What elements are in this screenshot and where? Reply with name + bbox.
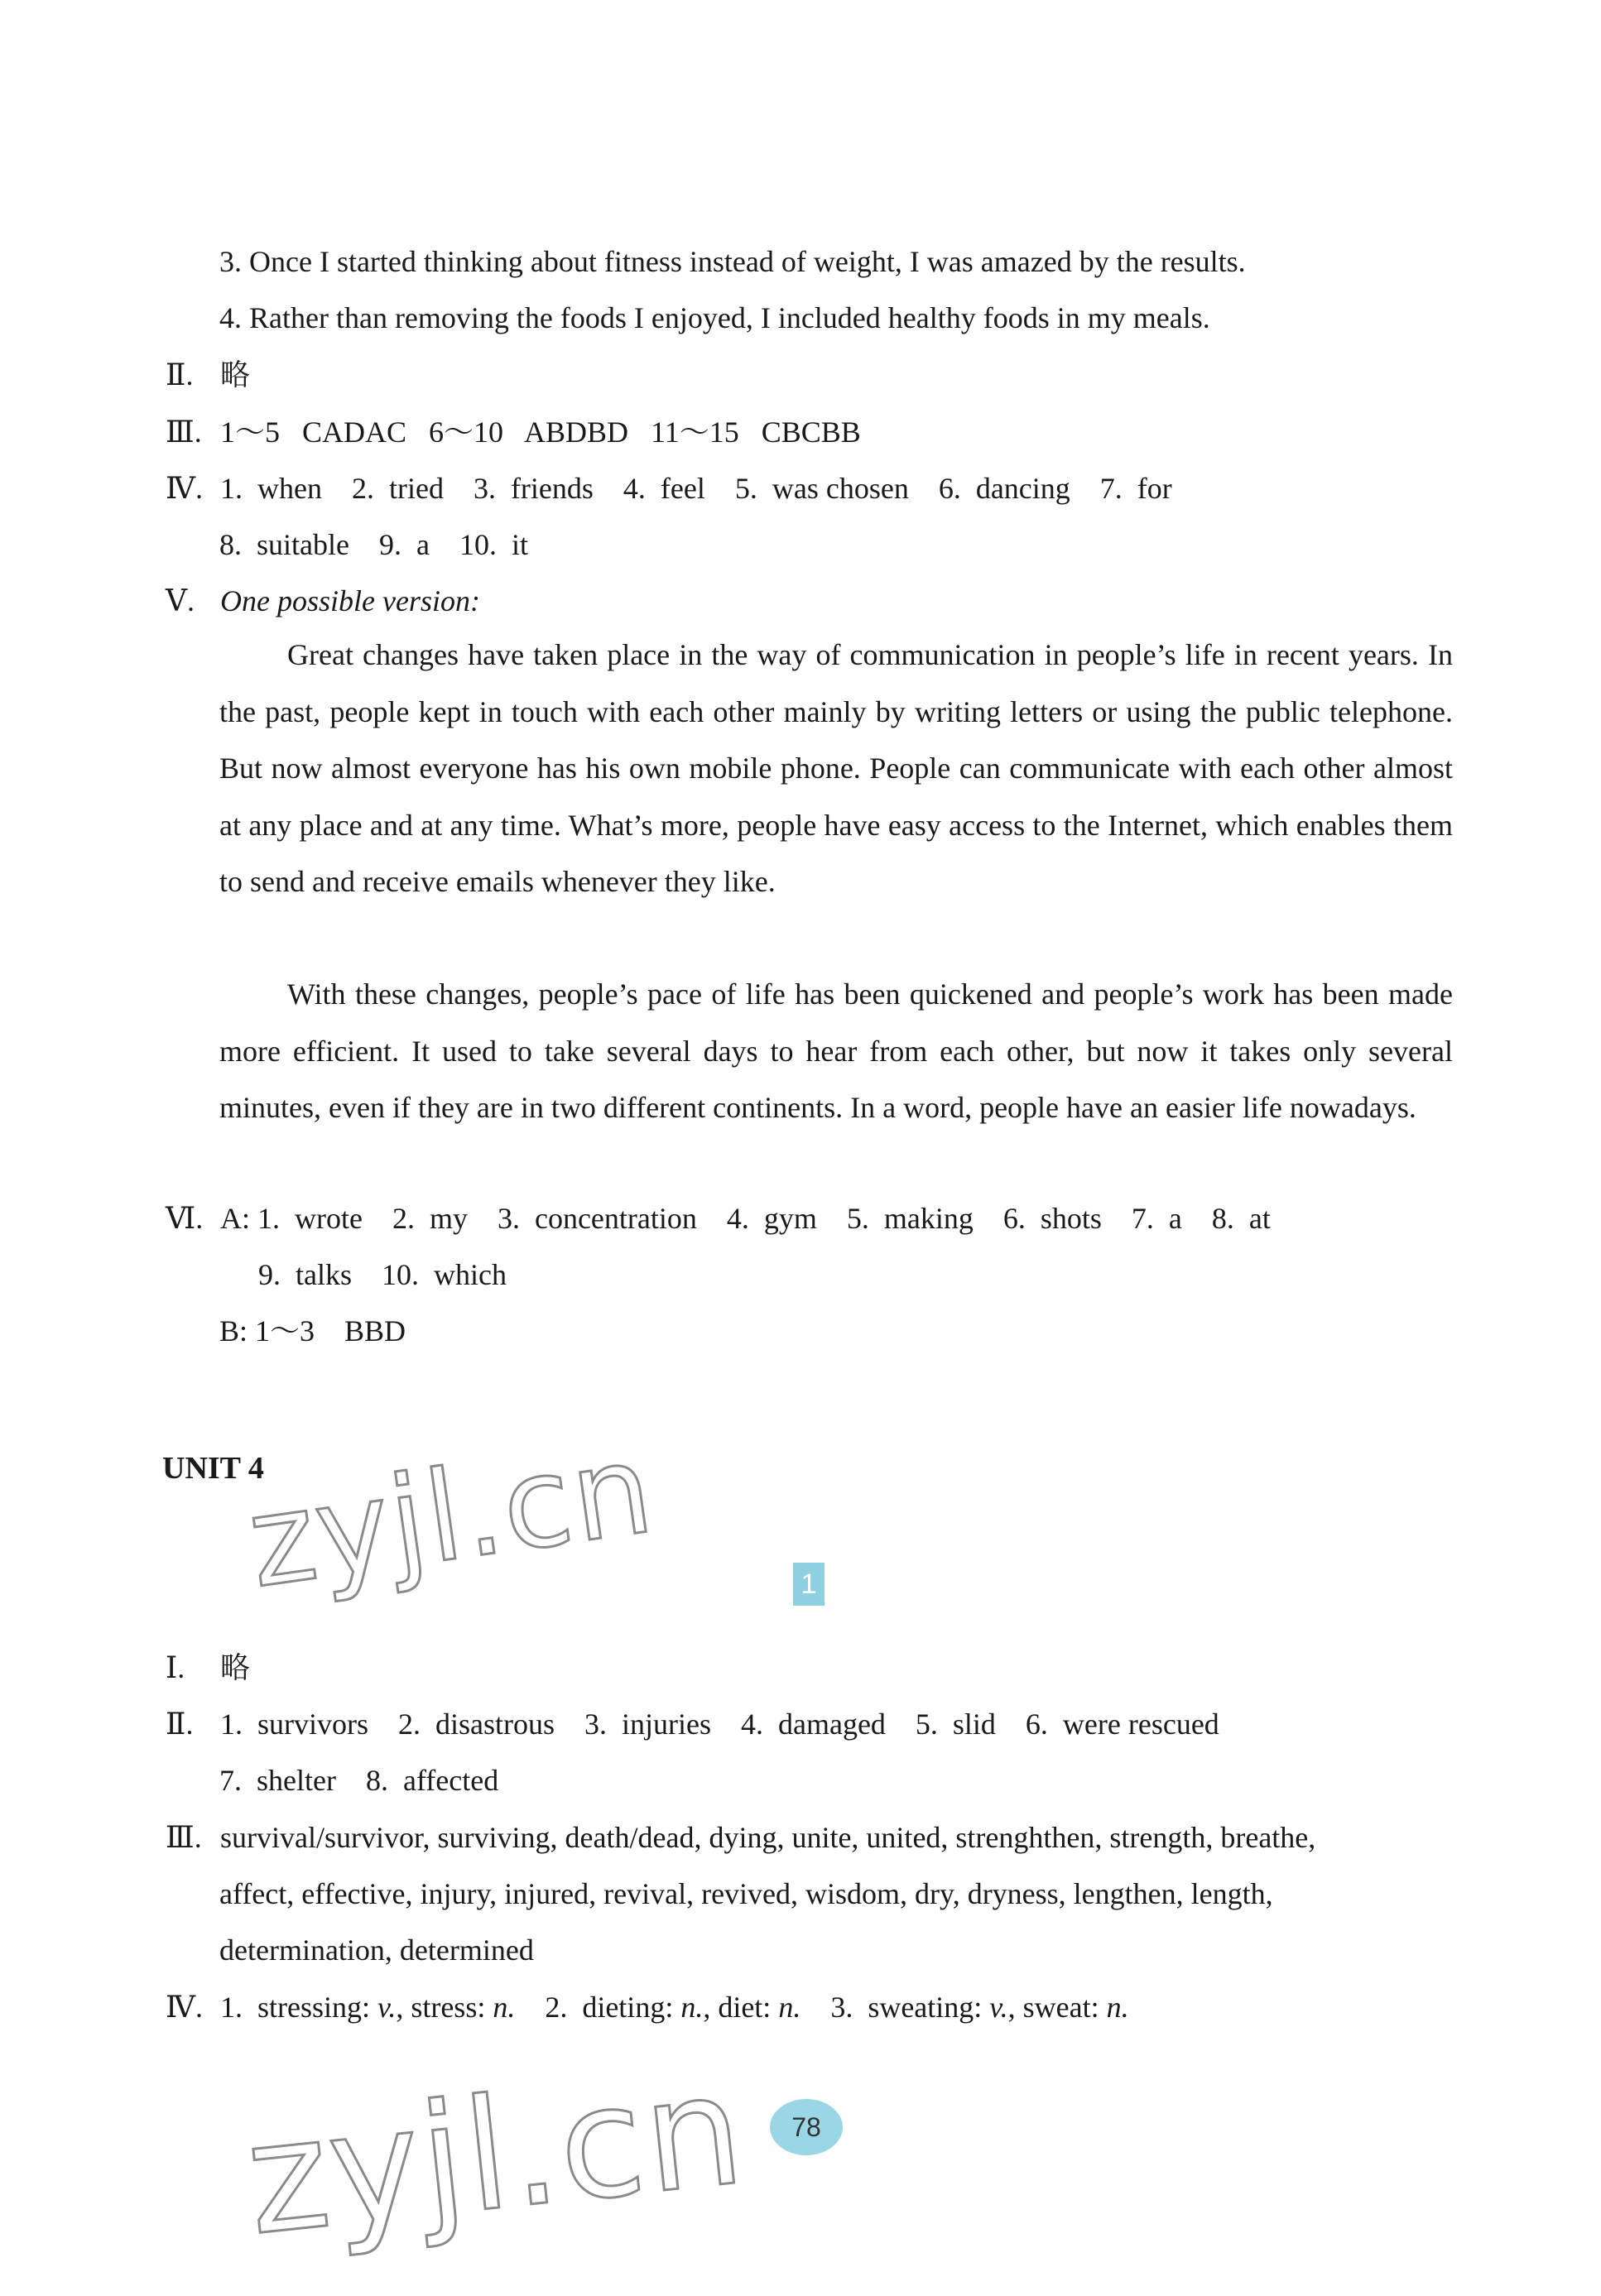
part-of-speech: v.: [989, 1991, 1008, 2024]
section-text: 1～5 CADAC 6～10 ABDBD 11～15 CBCBB: [220, 415, 861, 449]
section-number: Ⅱ.: [166, 1708, 194, 1741]
answer-text: , sweat:: [1007, 1991, 1107, 2024]
part-of-speech: n.: [493, 1991, 516, 2024]
unit4-section-iii: [166, 1819, 1315, 1856]
section-number: Ⅰ.: [166, 1651, 185, 1684]
section-text: A: 1. wrote 2. my 3. concentration 4. gym 5. making 6. shots 7. a 8. at: [220, 1202, 1271, 1235]
unit4-section-iv: [166, 1989, 1129, 2025]
part-of-speech: v.: [377, 1991, 397, 2024]
answer-line: affect, effective, injury, injured, revival, revived, wisdom, dry, dryness, lengthen, length,: [219, 1877, 1273, 1910]
answer-line: 3. Once I started thinking about fitness instead of weight, I was amazed by the results.: [219, 245, 1246, 278]
essay-paragraph-2: With these changes, people’s pace of life has been quickened and people’s work has been made more efficient. It used to take several days to hear from each other, but now it takes only several minutes, even if they are in two different continents. In a word, people have an easier life nowadays.: [219, 977, 1453, 1124]
answer-line: 8. suitable 9. a 10. it: [219, 528, 528, 561]
answer-line: B: 1～3 BBD: [219, 1314, 406, 1347]
answer-text: , stress:: [396, 1991, 493, 2024]
page-number: 78: [770, 2099, 843, 2155]
part-of-speech: n.: [778, 1991, 801, 2024]
unit4-section-i: [166, 1650, 250, 1686]
section-number: Ⅳ.: [166, 1991, 203, 2024]
version-label: One possible version:: [220, 584, 480, 617]
section-number: Ⅵ.: [166, 1202, 204, 1235]
watermark: zyjl.cn: [240, 1416, 662, 1616]
answer-text: 2. dieting:: [515, 1991, 681, 2024]
section-text: survival/survivor, surviving, death/dead, dying, unite, united, strenghthen, strength, breathe,: [220, 1821, 1316, 1854]
section-number: Ⅲ.: [166, 415, 202, 449]
answer-line: 4. Rather than removing the foods I enjoyed, I included healthy foods in my meals.: [219, 301, 1210, 334]
section-iv: [166, 470, 1172, 507]
answer-line: 7. shelter 8. affected: [219, 1764, 499, 1797]
section-number: Ⅴ.: [166, 584, 195, 617]
part-of-speech: n.: [1106, 1991, 1129, 2024]
section-number: Ⅲ.: [166, 1821, 202, 1854]
section-number-badge: 1: [793, 1563, 825, 1606]
watermark: zyjl.cn: [238, 2039, 752, 2270]
answer-text: 3. sweating:: [800, 1991, 990, 2024]
section-v: [166, 583, 480, 619]
section-number: Ⅱ.: [166, 358, 194, 391]
section-iii: [166, 414, 861, 450]
answer-line: determination, determined: [219, 1933, 534, 1967]
answer-line: 9. talks 10. which: [258, 1258, 507, 1291]
section-text: 1. survivors 2. disastrous 3. injuries 4. damaged 5. slid 6. were rescued: [220, 1708, 1219, 1741]
unit4-section-ii: [166, 1706, 1219, 1742]
answer-text: , diet:: [703, 1991, 779, 2024]
part-of-speech: n.: [680, 1991, 704, 2024]
answer-text: 1. stressing:: [220, 1991, 378, 2024]
section-text: 略: [220, 358, 251, 391]
unit-heading: UNIT 4: [162, 1451, 264, 1486]
section-vi: [166, 1200, 1271, 1237]
section-number: Ⅳ.: [166, 472, 203, 505]
section-text: 略: [220, 1651, 251, 1684]
essay-paragraph-1: Great changes have taken place in the way of communication in people’s life in recent years. In the past, people kept in touch with each other mainly by writing letters or using the public telephone. But now almost everyone has his own mobile phone. People can communicate with each other almost at any place and at any time. What’s more, people have easy access to the Internet, which enables them to send and receive emails whenever they like.: [219, 638, 1453, 898]
section-ii: [166, 357, 250, 393]
section-text: 1. when 2. tried 3. friends 4. feel 5. was chosen 6. dancing 7. for: [220, 472, 1172, 505]
